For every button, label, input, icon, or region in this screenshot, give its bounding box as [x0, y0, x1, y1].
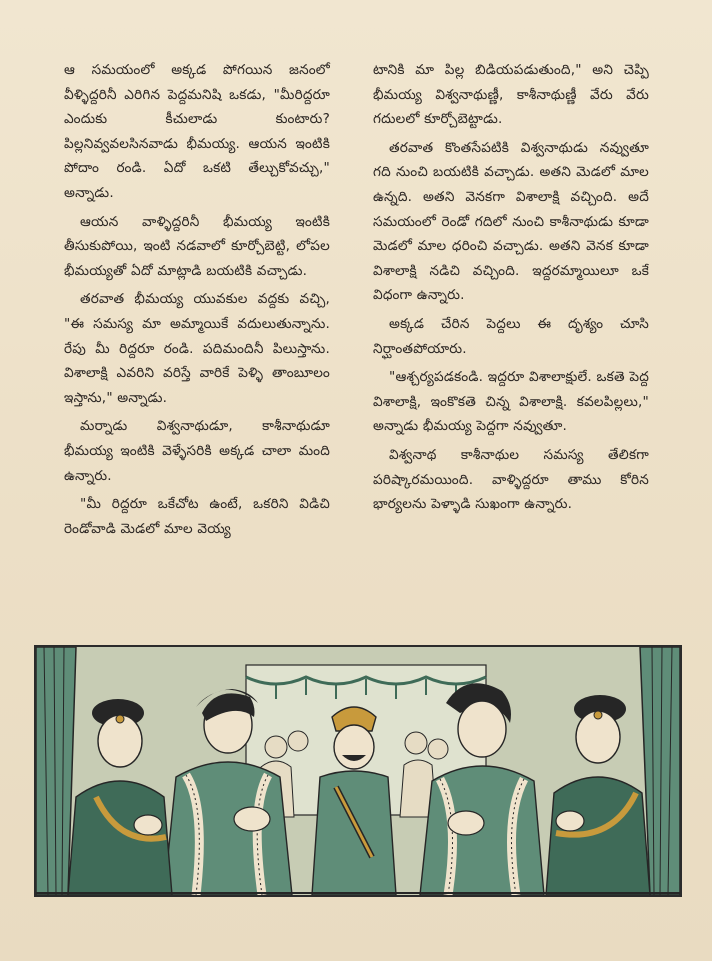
paragraph: తరవాత భీమయ్య యువకుల వద్దకు వచ్చి, "ఈ సమస్య మా అమ్మాయికే వదులుతున్నాను. రేపు మీ రిద్దరూ రండి. పదిమందినీ పిలుస్తాను. విశాలాక్షి ఎవరిని వరిస్తే వారికే పెళ్ళి తాంబూలం ఇస్తాను," అన్నాడు. — [64, 291, 330, 406]
left-text-column — [64, 58, 330, 545]
paragraph: ఆయన వాళ్ళిద్దరినీ భీమయ్య ఇంటికి తీసుకుపోయి, ఇంటి నడవాలో కూర్చోబెట్టి, లోపల భీమయ్యతో ఏదో మాట్లాడి బయటికి వచ్చాడు. — [64, 213, 330, 279]
paragraph: "మీ రిద్దరూ ఒకేచోట ఉంటే, ఒకరిని విడిచి రెండోవాడి మెడలో మాల వెయ్య — [64, 496, 330, 537]
paragraph: అక్కడ చేరిన పెద్దలు ఈ దృశ్యం చూసి నిర్ఘాంతపోయారు. — [373, 315, 649, 357]
wedding-scene-drawing — [36, 647, 680, 895]
story-illustration — [34, 645, 682, 897]
paragraph: "ఆశ్చర్యపడకండి. ఇద్దరూ విశాలాక్షులే. ఒకతె పెద్ద విశాలాక్షి, ఇంకొకతె చిన్న విశాలాక్షి. కవలపిల్లలు," అన్నాడు భీమయ్య పెద్దగా నవ్వుతూ. — [373, 369, 649, 435]
paragraph: టానికి మా పిల్ల బిడియపడుతుంది," అని చెప్పి భీమయ్య విశ్వనాథుణ్ణీ, కాశీనాథుణ్ణీ వేరు వేరు గదులలో కూర్చోబెట్టాడు. — [373, 62, 649, 128]
right-text-column — [373, 58, 649, 521]
paragraph: తరవాత కొంతసేపటికి విశ్వనాథుడు నవ్వుతూ గది నుంచి బయటికి వచ్చాడు. అతని మెడలో మాల ఉన్నది. అతని వెనకగా విశాలాక్షి వచ్చింది. అదే సమయంలో రెండో గదిలో నుంచి కాశీనాథుడు కూడా మెడలో మాల ధరించి వచ్చాడు. అతని వెనక కూడా విశాలాక్షి నడిచి వచ్చింది. ఇద్దరమ్మాయిలూ ఒకే విధంగా ఉన్నారు. — [373, 139, 649, 304]
paragraph: విశ్వనాథ కాశీనాథుల సమస్య తేలికగా పరిష్కారమయింది. వాళ్ళిద్దరూ తాము కోరిన భార్యలను పెళ్ళాడి సుఖంగా ఉన్నారు. — [373, 446, 649, 513]
paragraph: మర్నాడు విశ్వనాథుడూ, కాశీనాథుడూ భీమయ్య ఇంటికి వెళ్ళేసరికి అక్కడ చాలా మంది ఉన్నారు. — [64, 418, 330, 484]
paragraph: ఆ సమయంలో అక్కడ పోగయిన జనంలో వీళ్ళిద్దరినీ ఎరిగిన పెద్దమనిషి ఒకడు, "మీరిద్దరూ ఎందుకు కీచులాడు కుంటారు? పిల్లనివ్వవలసినవాడు భీమయ్య. ఆయన ఇంటికి పోదాం రండి. ఏదో ఒకటి తేల్చుకోవచ్చు," అన్నాడు. — [64, 62, 330, 201]
